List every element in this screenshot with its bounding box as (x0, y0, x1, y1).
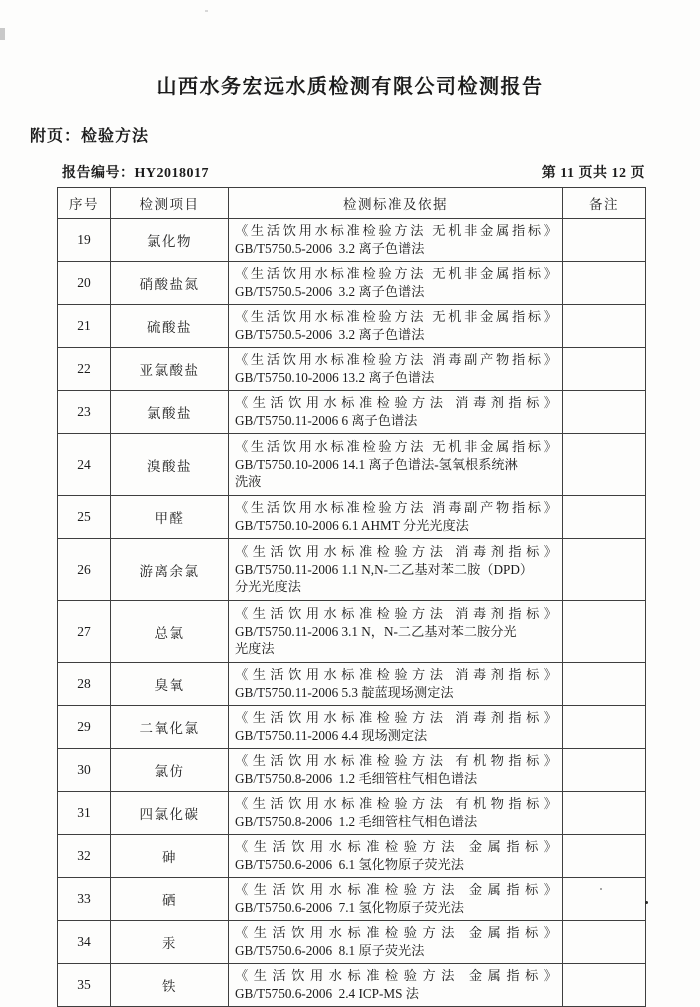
scan-artifact-dot (600, 888, 602, 890)
row-remark-cell (563, 539, 646, 601)
row-no-cell: 25 (58, 496, 111, 539)
scan-artifact-speck (205, 10, 208, 12)
standard-line: 《生活饮用水标准检验方法 有机物指标》 (235, 753, 557, 769)
standard-line: 《生活饮用水标准检验方法 消毒剂指标》 (235, 395, 557, 411)
row-no-cell: 32 (58, 835, 111, 878)
standard-line: 《生活饮用水标准检验方法 消毒剂指标》 (235, 667, 557, 683)
scan-artifact-mark (0, 28, 5, 40)
standard-line: GB/T5750.10-2006 6.1 AHMT 分光光度法 (235, 518, 469, 533)
row-no-cell: 26 (58, 539, 111, 601)
standard-line: 《生活饮用水标准检验方法 金属指标》 (235, 882, 557, 898)
table-row (58, 539, 646, 601)
row-no-cell: 24 (58, 434, 111, 496)
table-row (58, 496, 646, 539)
row-standard-cell (229, 391, 563, 434)
row-no-cell: 33 (58, 878, 111, 921)
row-remark-cell (563, 921, 646, 964)
row-item-cell: 亚氯酸盐 (111, 348, 229, 391)
row-item-cell: 铁 (111, 964, 229, 1007)
header-remark: 备注 (563, 188, 646, 219)
row-no-cell: 28 (58, 663, 111, 706)
standard-line: 《生活饮用水标准检验方法 无机非金属指标》 (235, 266, 557, 282)
table-row (58, 601, 646, 663)
row-no-cell: 34 (58, 921, 111, 964)
table-row (58, 921, 646, 964)
row-remark-cell (563, 601, 646, 663)
row-standard-cell (229, 496, 563, 539)
table-row (58, 964, 646, 1007)
standard-line: 《生活饮用水标准检验方法 无机非金属指标》 (235, 309, 557, 325)
standard-line: 《生活饮用水标准检验方法 金属指标》 (235, 839, 557, 855)
standard-line: 光度法 (235, 641, 275, 657)
row-remark-cell (563, 262, 646, 305)
scan-artifact-dot (645, 901, 648, 904)
table-row (58, 434, 646, 496)
row-item-cell: 氯酸盐 (111, 391, 229, 434)
row-remark-cell (563, 835, 646, 878)
row-remark-cell (563, 348, 646, 391)
table-row (58, 348, 646, 391)
row-remark-cell (563, 792, 646, 835)
table-header (58, 188, 646, 219)
standard-line: GB/T5750.11-2006 5.3 靛蓝现场测定法 (235, 685, 454, 700)
row-item-cell: 氯化物 (111, 219, 229, 262)
standard-line: 《生活饮用水标准检验方法 金属指标》 (235, 925, 557, 941)
row-standard-cell (229, 921, 563, 964)
standard-line: GB/T5750.11-2006 1.1 N,N-二乙基对苯二胺（DPD） (235, 561, 534, 577)
row-item-cell: 总氯 (111, 601, 229, 663)
test-methods-table (57, 187, 646, 1007)
standard-line: GB/T5750.6-2006 8.1 原子荧光法 (235, 943, 425, 958)
row-no-cell: 31 (58, 792, 111, 835)
header-no: 序号 (58, 188, 111, 219)
row-no-cell: 21 (58, 305, 111, 348)
standard-line: GB/T5750.11-2006 6 离子色谱法 (235, 413, 418, 428)
row-standard-cell (229, 706, 563, 749)
table-row (58, 663, 646, 706)
standard-line: GB/T5750.5-2006 3.2 离子色谱法 (235, 327, 425, 342)
table-row (58, 835, 646, 878)
row-standard-cell (229, 348, 563, 391)
row-remark-cell (563, 964, 646, 1007)
standard-line: 《生活饮用水标准检验方法 消毒副产物指标》 (235, 352, 557, 368)
row-remark-cell (563, 391, 646, 434)
row-item-cell: 砷 (111, 835, 229, 878)
table-row (58, 878, 646, 921)
row-item-cell: 汞 (111, 921, 229, 964)
row-item-cell: 硒 (111, 878, 229, 921)
table-row (58, 262, 646, 305)
row-item-cell: 臭氧 (111, 663, 229, 706)
row-no-cell: 35 (58, 964, 111, 1007)
standard-line: 《生活饮用水标准检验方法 消毒剂指标》 (235, 543, 557, 559)
row-no-cell: 27 (58, 601, 111, 663)
row-no-cell: 22 (58, 348, 111, 391)
row-remark-cell (563, 878, 646, 921)
standard-line: 《生活饮用水标准检验方法 消毒剂指标》 (235, 605, 557, 621)
row-standard-cell (229, 539, 563, 601)
table-row (58, 706, 646, 749)
table-header-row (58, 188, 646, 219)
row-standard-cell (229, 601, 563, 663)
standard-line: 分光光度法 (235, 579, 301, 595)
standard-line: GB/T5750.6-2006 6.1 氢化物原子荧光法 (235, 857, 464, 872)
row-standard-cell (229, 835, 563, 878)
standard-line: 《生活饮用水标准检验方法 消毒剂指标》 (235, 710, 557, 726)
row-remark-cell (563, 434, 646, 496)
row-remark-cell (563, 663, 646, 706)
row-no-cell: 19 (58, 219, 111, 262)
meta-row (57, 162, 645, 182)
row-remark-cell (563, 305, 646, 348)
standard-line: GB/T5750.8-2006 1.2 毛细管柱气相色谱法 (235, 771, 478, 786)
standard-line: 《生活饮用水标准检验方法 有机物指标》 (235, 796, 557, 812)
row-item-cell: 甲醛 (111, 496, 229, 539)
row-item-cell: 溴酸盐 (111, 434, 229, 496)
header-item: 检测项目 (111, 188, 229, 219)
standard-line: GB/T5750.10-2006 13.2 离子色谱法 (235, 370, 435, 385)
row-item-cell: 游离余氯 (111, 539, 229, 601)
table-row (58, 749, 646, 792)
row-item-cell: 硫酸盐 (111, 305, 229, 348)
standard-line: 《生活饮用水标准检验方法 金属指标》 (235, 968, 557, 984)
row-remark-cell (563, 219, 646, 262)
row-remark-cell (563, 496, 646, 539)
standard-line: 洗液 (235, 474, 262, 490)
row-no-cell: 30 (58, 749, 111, 792)
standard-line: GB/T5750.5-2006 3.2 离子色谱法 (235, 284, 425, 299)
row-no-cell: 20 (58, 262, 111, 305)
standard-line: 《生活饮用水标准检验方法 无机非金属指标》 (235, 438, 557, 454)
table-row (58, 219, 646, 262)
row-standard-cell (229, 663, 563, 706)
standard-line: 《生活饮用水标准检验方法 消毒副产物指标》 (235, 500, 557, 516)
standard-line: GB/T5750.11-2006 4.4 现场测定法 (235, 728, 428, 743)
row-item-cell: 硝酸盐氮 (111, 262, 229, 305)
row-standard-cell (229, 305, 563, 348)
report-number-value: HY2018017 (134, 166, 209, 181)
row-item-cell: 二氧化氯 (111, 706, 229, 749)
row-standard-cell (229, 262, 563, 305)
standard-line: GB/T5750.5-2006 3.2 离子色谱法 (235, 241, 425, 256)
attachment-label: 附页：检验方法 (30, 128, 150, 145)
report-number (57, 162, 209, 182)
page-indicator: 第 11 页共 12 页 (541, 166, 645, 181)
row-standard-cell (229, 219, 563, 262)
standard-line: GB/T5750.6-2006 7.1 氢化物原子荧光法 (235, 900, 464, 915)
standard-line: GB/T5750.6-2006 2.4 ICP-MS 法 (235, 986, 419, 1001)
table-row (58, 792, 646, 835)
standard-line: GB/T5750.10-2006 14.1 离子色谱法-氢氧根系统淋 (235, 456, 518, 472)
table-body (58, 219, 646, 1007)
row-item-cell: 氯仿 (111, 749, 229, 792)
row-standard-cell (229, 964, 563, 1007)
row-standard-cell (229, 792, 563, 835)
table-row (58, 391, 646, 434)
standard-line: 《生活饮用水标准检验方法 无机非金属指标》 (235, 223, 557, 239)
row-remark-cell (563, 749, 646, 792)
row-standard-cell (229, 749, 563, 792)
standard-line: GB/T5750.8-2006 1.2 毛细管柱气相色谱法 (235, 814, 478, 829)
header-standard: 检测标准及依据 (229, 188, 563, 219)
standard-line: GB/T5750.11-2006 3.1 N，N-二乙基对苯二胺分光 (235, 623, 517, 639)
report-title: 山西水务宏远水质检测有限公司检测报告 (156, 76, 544, 98)
report-number-label: 报告编号： (62, 166, 135, 181)
row-standard-cell (229, 434, 563, 496)
row-standard-cell (229, 878, 563, 921)
row-item-cell: 四氯化碳 (111, 792, 229, 835)
row-no-cell: 23 (58, 391, 111, 434)
row-remark-cell (563, 706, 646, 749)
row-no-cell: 29 (58, 706, 111, 749)
table-row (58, 305, 646, 348)
